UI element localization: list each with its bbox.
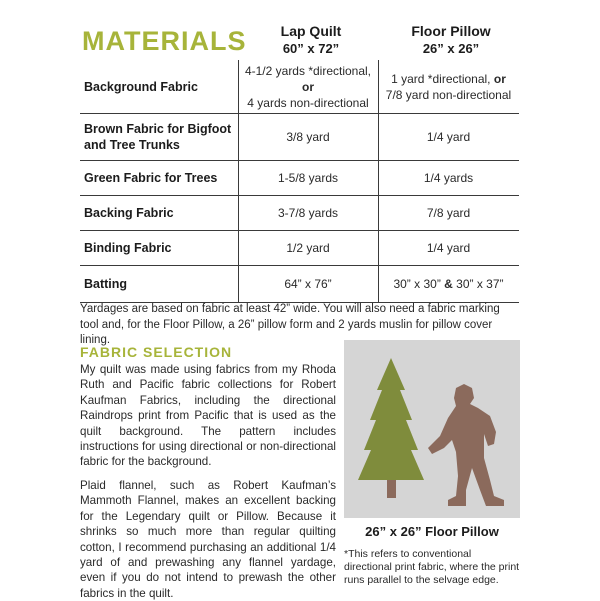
- table-row: [80, 196, 519, 231]
- fabric-selection-paragraph-1: My quilt was made using fabrics from my Rhoda Ruth and Pacific fabric collections for Robert Kaufman Fabrics, including the directional Raindrops print from Pacific that is used as the quilt background. The pattern includes instructions for using directional or non-directional fabric for the background.: [80, 363, 336, 469]
- materials-title: MATERIALS: [82, 26, 247, 56]
- lap-quilt-value: 1/2 yard: [286, 241, 330, 255]
- fabric-selection-title: FABRIC SELECTION: [80, 344, 233, 360]
- floor-pillow-value: 1/4 yard: [426, 130, 471, 144]
- lap-quilt-value: 3/8 yard: [286, 130, 330, 144]
- lap-quilt-value: 3-7/8 yards: [277, 206, 339, 220]
- row-label: Green Fabric for Trees: [84, 171, 218, 185]
- row-label: Binding Fabric: [84, 241, 172, 255]
- lap-quilt-value: 4-1/2 yards *directional, or 4 yards non-directional: [244, 63, 372, 110]
- lap-quilt-value: 64” x 76”: [284, 277, 332, 291]
- table-row: [80, 60, 519, 114]
- column-name: Floor Pillow: [411, 23, 491, 39]
- column-size: 26” x 26”: [422, 41, 480, 56]
- table-row: [80, 114, 519, 161]
- floor-pillow-value: 1/4 yard: [426, 241, 471, 255]
- floor-pillow-value: 1/4 yards: [423, 171, 474, 185]
- lap-quilt-value: 1-5/8 yards: [277, 171, 339, 185]
- floor-pillow-value: 1 yard *directional, or 7/8 yard non-directional: [385, 71, 512, 102]
- yardage-note: Yardages are based on fabric at least 42” wide. You will also need a fabric marking tool and, for the Floor Pillow, a 26” pillow form and 2 yards muslin for pillow cover lining.: [80, 303, 500, 346]
- floor-pillow-value: 7/8 yard: [426, 206, 471, 220]
- column-header-floor-pillow: [376, 22, 526, 58]
- floor-pillow-image: [344, 340, 520, 518]
- table-row: [80, 231, 519, 266]
- table-row: [80, 266, 519, 303]
- floor-pillow-value: 30” x 30” & 30” x 37”: [393, 277, 504, 291]
- row-label: Brown Fabric for Bigfoot and Tree Trunks: [84, 122, 232, 152]
- column-header-lap-quilt: [236, 22, 386, 58]
- table-row: [80, 161, 519, 196]
- column-name: Lap Quilt: [280, 23, 342, 39]
- column-size: 60” x 72”: [282, 41, 340, 56]
- pillow-caption: 26” x 26” Floor Pillow: [365, 524, 499, 539]
- row-label: Background Fabric: [84, 79, 198, 94]
- materials-table: [80, 60, 519, 303]
- fabric-selection-paragraph-2: Plaid flannel, such as Robert Kaufman’s Mammoth Flannel, makes an excellent backing for the Legendary quilt or Pillow. Because it shrinks so much more than regular quilting cotton, I recommend purchasing an additional 1/4 yard of and prewashing any flannel yardage, even if you do not intend to prewash the other fabrics in the quilt.: [80, 479, 336, 600]
- row-label: Batting: [84, 277, 128, 291]
- row-label: Backing Fabric: [84, 206, 174, 220]
- directional-footnote: *This refers to conventional directional print fabric, where the print runs parallel to the selvage edge.: [344, 548, 520, 586]
